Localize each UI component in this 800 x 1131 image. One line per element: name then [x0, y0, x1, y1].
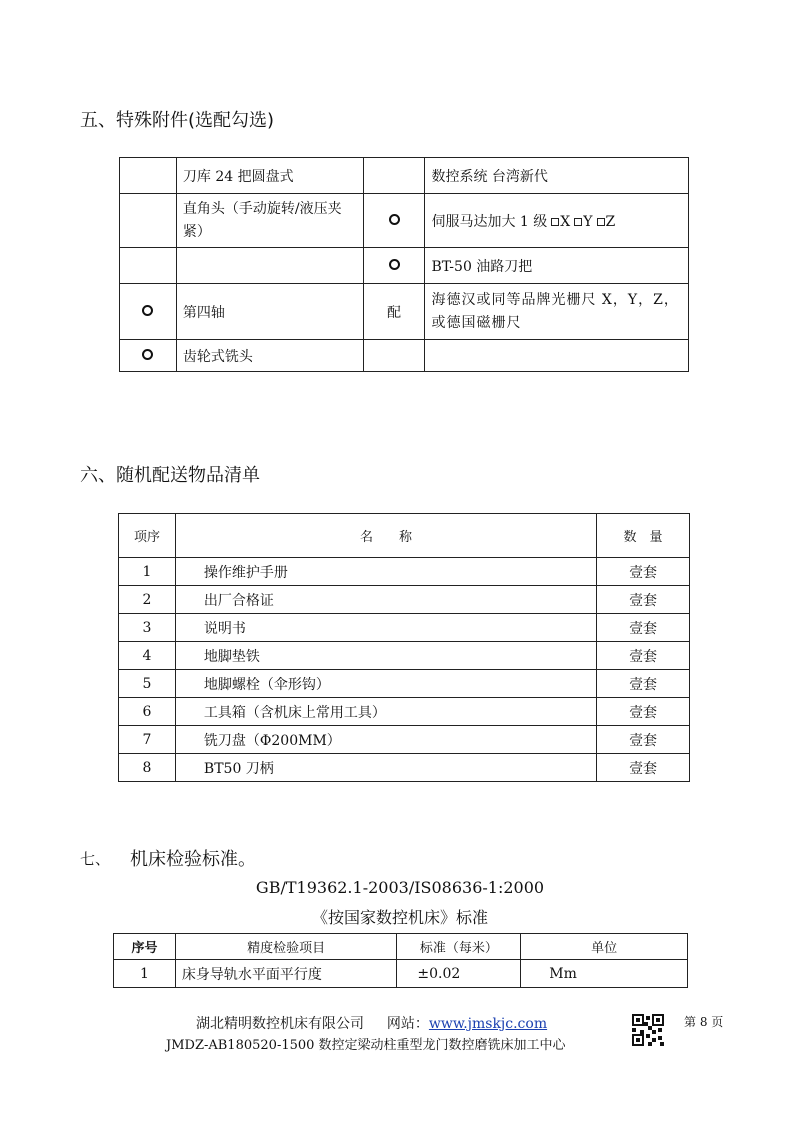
website-link[interactable]: www.jmskjc.com	[428, 1016, 548, 1032]
item-name: BT50 刀柄	[175, 754, 596, 782]
table-row	[119, 698, 690, 726]
item-name: 工具箱（含机床上常用工具）	[175, 698, 596, 726]
option-label: 齿轮式铣头	[176, 340, 363, 372]
row-index: 4	[119, 642, 176, 670]
option-label: 刀库 24 把圆盘式	[176, 158, 363, 194]
table-row	[119, 754, 690, 782]
company-name: 湖北精明数控机床有限公司	[196, 1016, 364, 1032]
item-qty: 壹套	[597, 586, 690, 614]
item-qty: 壹套	[597, 558, 690, 586]
item-qty: 壹套	[597, 642, 690, 670]
option-label: 伺服马达加大 1 级	[431, 213, 548, 230]
section5-heading: 五、特殊附件(选配勾选)	[80, 110, 275, 131]
table-row	[120, 248, 689, 284]
section6-heading: 六、随机配送物品清单	[80, 465, 260, 486]
row-index: 2	[119, 586, 176, 614]
section7-heading: 机床检验标准。	[130, 849, 256, 870]
column-header: 标准（每米）	[397, 934, 521, 960]
axis-label: X	[560, 213, 571, 230]
qr-code-icon	[632, 1014, 664, 1046]
option-label: 数控系统 台湾新代	[425, 158, 689, 194]
selected-circle-icon	[142, 349, 153, 360]
item-name: 地脚螺栓（伞形钩）	[175, 670, 596, 698]
checkbox-icon[interactable]	[574, 218, 582, 226]
table-header-row	[119, 514, 690, 558]
row-index: 1	[114, 960, 176, 988]
selected-circle-icon	[142, 305, 153, 316]
column-header: 精度检验项目	[175, 934, 396, 960]
row-index: 1	[119, 558, 176, 586]
row-index: 7	[119, 726, 176, 754]
item-qty: 壹套	[597, 726, 690, 754]
option-label: BT-50 油路刀把	[425, 248, 689, 284]
standard-code: GB/T19362.1-2003/IS08636-1:2000	[255, 878, 545, 897]
table-row	[120, 284, 689, 340]
config-mark: 配	[363, 284, 425, 340]
selected-circle-icon	[389, 259, 400, 270]
option-label: 第四轴	[176, 284, 363, 340]
item-name: 地脚垫铁	[175, 642, 596, 670]
item-name: 出厂合格证	[175, 586, 596, 614]
item-name: 铣刀盘（Φ200MM）	[175, 726, 596, 754]
option-label: 海德汉或同等品牌光栅尺 X，Y，Z，或德国磁栅尺	[425, 284, 689, 340]
page-number: 第 8 页	[684, 1015, 724, 1029]
axis-label: Z	[605, 213, 616, 230]
inspection-item: 床身导轨水平面平行度	[175, 960, 396, 988]
section7-number: 七、	[80, 850, 111, 868]
selected-circle-icon	[389, 214, 400, 225]
column-header: 数 量	[597, 514, 690, 558]
table-row	[119, 670, 690, 698]
table-row	[120, 158, 689, 194]
inspection-standard: ±0.02	[397, 960, 521, 988]
table-row	[119, 642, 690, 670]
item-qty: 壹套	[597, 670, 690, 698]
table-row	[120, 194, 689, 248]
column-header: 序号	[114, 934, 176, 960]
option-label: 直角头（手动旋转/液压夹紧）	[176, 194, 363, 248]
table-header-row	[114, 934, 688, 960]
table-row	[114, 960, 688, 988]
row-index: 3	[119, 614, 176, 642]
table-row	[119, 726, 690, 754]
item-name: 说明书	[175, 614, 596, 642]
inspection-table	[113, 933, 688, 988]
inspection-unit: Mm	[521, 960, 688, 988]
footer-company-line	[196, 1013, 547, 1033]
item-qty: 壹套	[597, 698, 690, 726]
item-qty: 壹套	[597, 754, 690, 782]
column-header: 名 称	[175, 514, 596, 558]
axis-label: Y	[583, 213, 593, 230]
table-row	[119, 586, 690, 614]
row-index: 6	[119, 698, 176, 726]
column-header: 项序	[119, 514, 176, 558]
item-name: 操作维护手册	[175, 558, 596, 586]
option-cell	[425, 194, 689, 248]
footer-model-line: JMDZ-AB180520-1500 数控定梁动柱重型龙门数控磨铣床加工中心	[166, 1038, 566, 1053]
website-label: 网站：	[386, 1016, 429, 1032]
accessories-list-table	[118, 513, 690, 782]
item-qty: 壹套	[597, 614, 690, 642]
table-row	[120, 340, 689, 372]
checkbox-icon[interactable]	[551, 218, 559, 226]
row-index: 5	[119, 670, 176, 698]
standard-subtitle: 《按国家数控机床》标准	[311, 908, 488, 927]
checkbox-icon[interactable]	[597, 218, 605, 226]
special-accessories-table	[119, 157, 689, 372]
row-index: 8	[119, 754, 176, 782]
table-row	[119, 558, 690, 586]
table-row	[119, 614, 690, 642]
column-header: 单位	[521, 934, 688, 960]
